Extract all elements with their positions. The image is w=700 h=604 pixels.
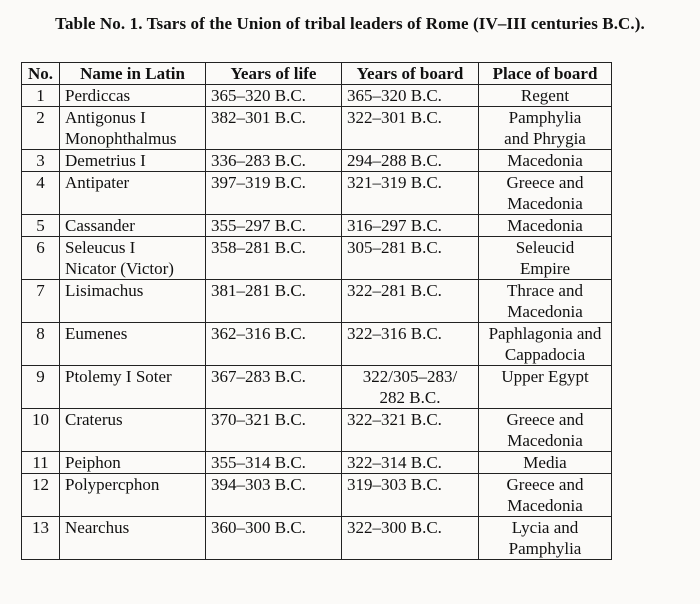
cell-years-of-board-line: 316–297 B.C.: [347, 216, 442, 235]
cell-place-of-board-line: Empire: [519, 259, 571, 278]
cell-name: [60, 107, 206, 150]
cell-name: [60, 452, 206, 474]
cell-place-of-board: [479, 237, 612, 280]
cell-no: 4: [22, 172, 60, 215]
cell-years-of-board-line: 321–319 B.C.: [347, 173, 442, 192]
cell-name-line: Seleucus I: [65, 238, 136, 257]
cell-years-of-life: [206, 172, 342, 215]
cell-no: 5: [22, 215, 60, 237]
cell-years-of-life: [206, 323, 342, 366]
table-row: [22, 366, 612, 409]
cell-years-of-board: [342, 409, 479, 452]
cell-place-of-board-line: Seleucid: [515, 238, 575, 257]
cell-name-line: Nicator (Victor): [65, 259, 174, 278]
table-row: [22, 85, 612, 107]
cell-name: [60, 150, 206, 172]
cell-place-of-board-line: Pamphylia: [508, 539, 582, 558]
cell-years-of-life-line: 397–319 B.C.: [211, 173, 306, 192]
table-caption: Table No. 1. Tsars of the Union of tribal leaders of Rome (IV–III centuries B.C.).: [55, 14, 645, 33]
cell-name-line: Antigonus I: [65, 108, 146, 127]
cell-years-of-life: [206, 215, 342, 237]
table-row: [22, 215, 612, 237]
cell-place-of-board-line: Regent: [520, 86, 570, 105]
cell-years-of-board-line: 322–314 B.C.: [347, 453, 442, 472]
cell-name: [60, 215, 206, 237]
tsars-table: [21, 62, 612, 560]
cell-name-line: Perdiccas: [65, 86, 131, 105]
cell-no: 12: [22, 474, 60, 517]
cell-name: [60, 172, 206, 215]
cell-no: 3: [22, 150, 60, 172]
cell-years-of-board: [342, 172, 479, 215]
cell-name-line: Lisimachus: [65, 281, 144, 300]
cell-years-of-board-line: 305–281 B.C.: [347, 238, 442, 257]
cell-years-of-board: [342, 323, 479, 366]
cell-years-of-board: [342, 474, 479, 517]
cell-place-of-board-line: Greece and: [506, 173, 584, 192]
cell-years-of-life-line: 355–314 B.C.: [211, 453, 306, 472]
cell-years-of-board: [342, 150, 479, 172]
cell-years-of-board-line: 322–321 B.C.: [347, 410, 442, 429]
table-row: [22, 150, 612, 172]
cell-name: [60, 409, 206, 452]
cell-years-of-life: [206, 280, 342, 323]
cell-years-of-board-line: 322–281 B.C.: [347, 281, 442, 300]
cell-years-of-board: [342, 215, 479, 237]
cell-place-of-board: [479, 517, 612, 560]
cell-name: [60, 474, 206, 517]
table-row: [22, 237, 612, 280]
cell-name: [60, 237, 206, 280]
cell-place-of-board-line: Media: [523, 453, 567, 472]
header-years-of-life: Years of life: [206, 63, 342, 85]
cell-years-of-life-line: 355–297 B.C.: [211, 216, 306, 235]
cell-place-of-board: [479, 323, 612, 366]
cell-years-of-life: [206, 85, 342, 107]
cell-no: 9: [22, 366, 60, 409]
cell-years-of-board: [342, 85, 479, 107]
header-name: Name in Latin: [60, 63, 206, 85]
cell-years-of-life-line: 367–283 B.C.: [211, 367, 306, 386]
header-place-of-board: Place of board: [479, 63, 612, 85]
cell-place-of-board: [479, 280, 612, 323]
cell-years-of-life-line: 381–281 B.C.: [211, 281, 306, 300]
table-row: [22, 517, 612, 560]
cell-no: 10: [22, 409, 60, 452]
cell-place-of-board-line: Cappadocia: [504, 345, 586, 364]
cell-years-of-life-line: 394–303 B.C.: [211, 475, 306, 494]
cell-years-of-board-line: 319–303 B.C.: [347, 475, 442, 494]
cell-place-of-board-line: Paphlagonia and: [488, 324, 602, 343]
cell-years-of-board-line: 322–301 B.C.: [347, 108, 442, 127]
table-row: [22, 452, 612, 474]
cell-name-line: Demetrius I: [65, 151, 146, 170]
cell-name-line: Cassander: [65, 216, 135, 235]
header-years-of-board: Years of board: [342, 63, 479, 85]
cell-name-line: Craterus: [65, 410, 123, 429]
cell-years-of-life-line: 365–320 B.C.: [211, 86, 306, 105]
table-row: [22, 474, 612, 517]
cell-years-of-board: [342, 280, 479, 323]
cell-years-of-life-line: 382–301 B.C.: [211, 108, 306, 127]
cell-years-of-board-line: 282 B.C.: [379, 388, 441, 407]
cell-name: [60, 280, 206, 323]
cell-place-of-board: [479, 474, 612, 517]
cell-name-line: Peiphon: [65, 453, 121, 472]
cell-no: 11: [22, 452, 60, 474]
cell-years-of-life-line: 336–283 B.C.: [211, 151, 306, 170]
cell-place-of-board-line: Macedonia: [507, 496, 583, 515]
cell-years-of-life: [206, 409, 342, 452]
cell-place-of-board-line: Macedonia: [507, 216, 583, 235]
table-body: [22, 85, 612, 560]
cell-name: [60, 517, 206, 560]
table-row: [22, 280, 612, 323]
cell-place-of-board: [479, 215, 612, 237]
cell-no: 2: [22, 107, 60, 150]
cell-no: 1: [22, 85, 60, 107]
cell-name: [60, 366, 206, 409]
cell-years-of-board-line: 322/305–283/: [362, 367, 458, 386]
cell-place-of-board: [479, 85, 612, 107]
cell-place-of-board-line: Macedonia: [507, 431, 583, 450]
cell-name-line: Eumenes: [65, 324, 128, 343]
cell-place-of-board-line: and Phrygia: [504, 129, 586, 148]
cell-name: [60, 85, 206, 107]
cell-place-of-board: [479, 150, 612, 172]
cell-place-of-board-line: Macedonia: [507, 151, 583, 170]
cell-years-of-life: [206, 517, 342, 560]
cell-place-of-board: [479, 452, 612, 474]
cell-no: 13: [22, 517, 60, 560]
cell-place-of-board-line: Pamphylia: [508, 108, 582, 127]
cell-years-of-life: [206, 107, 342, 150]
cell-place-of-board: [479, 172, 612, 215]
header-no: No.: [22, 63, 60, 85]
cell-no: 6: [22, 237, 60, 280]
cell-name: [60, 323, 206, 366]
cell-years-of-board: [342, 366, 479, 409]
cell-place-of-board: [479, 107, 612, 150]
cell-place-of-board: [479, 409, 612, 452]
cell-place-of-board: [479, 366, 612, 409]
table-row: [22, 172, 612, 215]
table-header-row: [22, 63, 612, 85]
cell-no: 8: [22, 323, 60, 366]
cell-years-of-life-line: 362–316 B.C.: [211, 324, 306, 343]
cell-years-of-life-line: 358–281 B.C.: [211, 238, 306, 257]
cell-years-of-life-line: 370–321 B.C.: [211, 410, 306, 429]
cell-years-of-board: [342, 107, 479, 150]
table-row: [22, 409, 612, 452]
cell-years-of-board-line: 322–300 B.C.: [347, 518, 442, 537]
cell-years-of-life: [206, 452, 342, 474]
table-row: [22, 323, 612, 366]
cell-years-of-life: [206, 474, 342, 517]
cell-no: 7: [22, 280, 60, 323]
cell-name-line: Monophthalmus: [65, 129, 177, 148]
cell-years-of-board-line: 294–288 B.C.: [347, 151, 442, 170]
cell-name-line: Ptolemy I Soter: [65, 367, 172, 386]
cell-place-of-board-line: Macedonia: [507, 194, 583, 213]
cell-years-of-board-line: 322–316 B.C.: [347, 324, 442, 343]
table-row: [22, 107, 612, 150]
cell-years-of-board: [342, 237, 479, 280]
cell-place-of-board-line: Lycia and: [511, 518, 579, 537]
cell-years-of-board-line: 365–320 B.C.: [347, 86, 442, 105]
cell-place-of-board-line: Thrace and: [507, 281, 583, 300]
cell-name-line: Antipater: [65, 173, 130, 192]
cell-years-of-life: [206, 150, 342, 172]
cell-place-of-board-line: Upper Egypt: [501, 367, 589, 386]
cell-name-line: Nearchus: [65, 518, 130, 537]
cell-years-of-life: [206, 237, 342, 280]
cell-years-of-life: [206, 366, 342, 409]
cell-place-of-board-line: Greece and: [506, 410, 584, 429]
cell-years-of-life-line: 360–300 B.C.: [211, 518, 306, 537]
cell-years-of-board: [342, 517, 479, 560]
cell-years-of-board: [342, 452, 479, 474]
cell-place-of-board-line: Macedonia: [507, 302, 583, 321]
cell-name-line: Polypercphon: [65, 475, 160, 494]
cell-place-of-board-line: Greece and: [506, 475, 584, 494]
